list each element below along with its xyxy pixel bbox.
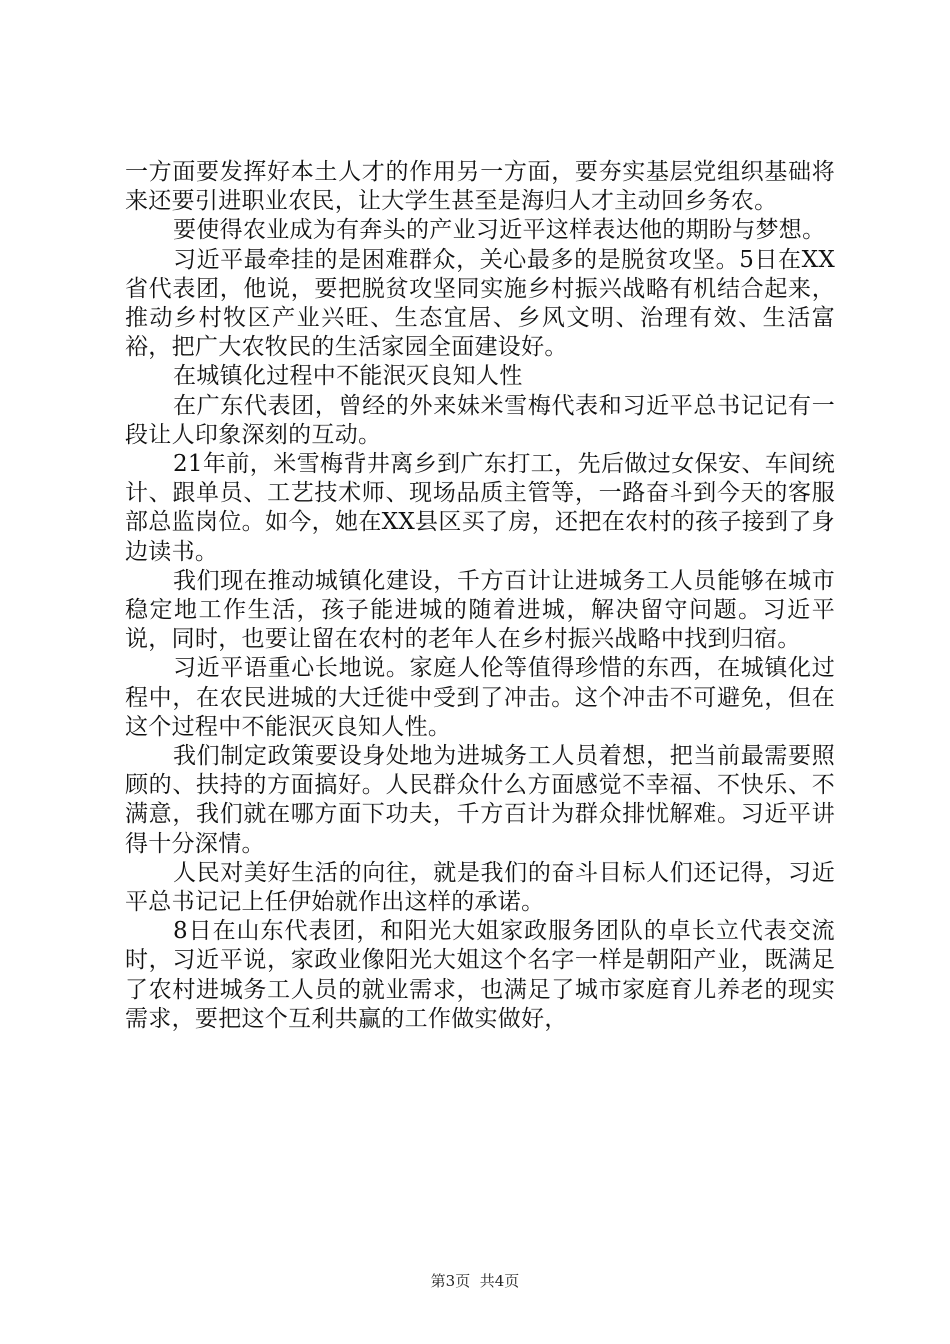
paragraph-3: 习近平最牵挂的是困难群众，关心最多的是脱贫攻坚。5日在XX省代表团，他说，要把脱贫攻坚同实施乡村振兴战略有机结合起来，推动乡村牧区产业兴旺、生态宜居、乡风文明、治理有效、生活富裕，把广大农牧民的生活家园全面建设好。	[125, 246, 835, 361]
paragraph-5: 在广东代表团，曾经的外来妹米雪梅代表和习近平总书记记有一段让人印象深刻的互动。	[125, 392, 835, 448]
document-body	[125, 158, 835, 1034]
paragraph-9: 我们制定政策要设身处地为进城务工人员着想，把当前最需要照顾的、扶持的方面搞好。人民群众什么方面感觉不幸福、不快乐、不满意，我们就在哪方面下功夫，千方百计为群众排忧解难。习近平讲得十分深情。	[125, 743, 835, 857]
page-total: 共4页	[479, 1272, 520, 1290]
section-heading: 在城镇化过程中不能泯灭良知人性	[173, 363, 523, 390]
paragraph-2: 要使得农业成为有奔头的产业习近平这样表达他的期盼与梦想。	[173, 217, 826, 244]
paragraph-7: 我们现在推动城镇化建设，千方百计让进城务工人员能够在城市稳定地工作生活，孩子能进城的随着进城，解决留守问题。习近平说，同时，也要让留在农村的老年人在乡村振兴战略中找到归宿。	[125, 567, 835, 653]
page-number: 第3页	[430, 1272, 471, 1290]
paragraph-1: 一方面要发挥好本土人才的作用另一方面，要夯实基层党组织基础将来还要引进职业农民，让大学生甚至是海归人才主动回乡务农。	[125, 159, 835, 215]
paragraph-10: 人民对美好生活的向往，就是我们的奋斗目标人们还记得，习近平总书记记上任伊始就作出这样的承诺。	[125, 859, 835, 916]
page-footer	[0, 1271, 950, 1291]
paragraph-11: 8日在山东代表团，和阳光大姐家政服务团队的卓长立代表交流时，习近平说，家政业像阳光大姐这个名字一样是朝阳产业，既满足了农村进城务工人员的就业需求，也满足了城市家庭育儿养老的现实需求，要把这个互利共赢的工作做实做好，	[125, 918, 835, 1032]
paragraph-8: 习近平语重心长地说。家庭人伦等值得珍惜的东西，在城镇化过程中，在农民进城的大迁徙中受到了冲击。这个冲击不可避免，但在这个过程中不能泯灭良知人性。	[125, 655, 835, 740]
paragraph-6: 21年前，米雪梅背井离乡到广东打工，先后做过女保安、车间统计、跟单员、工艺技术师、现场品质主管等，一路奋斗到今天的客服部总监岗位。如今，她在XX县区买了房，还把在农村的孩子接到了身边读书。	[125, 451, 835, 565]
